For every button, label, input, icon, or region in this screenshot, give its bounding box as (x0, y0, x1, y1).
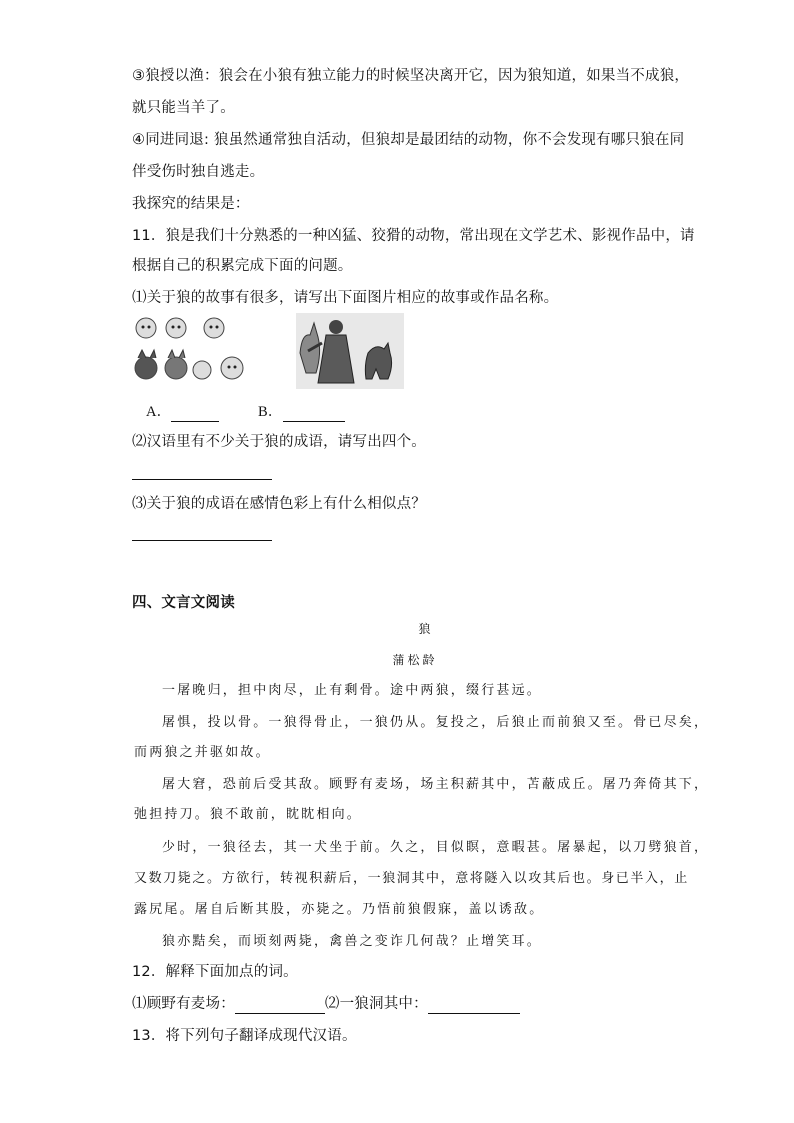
poem-author: 蒲松龄 (392, 653, 438, 667)
paragraph-3-line-1: ③狼授以渔：狼会在小狼有独立能力的时候坚决离开它，因为狼知道，如果当不成狼， (132, 68, 690, 84)
question-11-sub-1: ⑴关于狼的故事有很多，请写出下面图片相应的故事或作品名称。 (132, 290, 559, 306)
paragraph-4-line-1: ④同进同退: 狼虽然通常独自活动，但狼却是最团结的动物，你不会发现有哪只狼在同 (132, 132, 685, 148)
wolf-story-illustration (296, 313, 404, 389)
question-12: 12．解释下面加点的词。 (132, 964, 298, 980)
question-11-sub-2: ⑵汉语里有不少关于狼的成语，请写出四个。 (132, 434, 426, 450)
question-11-line-1: 11．狼是我们十分熟悉的一种凶猛、狡猾的动物，常出现在文学艺术、影视作品中，请 (132, 228, 695, 244)
classical-text-line: 屠惧，投以骨。一狼得骨止，一狼仍从。复投之，后狼止而前狼又至。骨已尽矣， (162, 715, 710, 730)
classical-text-line: 露尻尾。屠自后断其股，亦毙之。乃悟前狼假寐，盖以诱敌。 (134, 902, 545, 917)
question-12-item-1: ⑴顾野有麦场： (132, 996, 235, 1012)
question-13: 13．将下列句子翻译成现代汉语。 (132, 1028, 357, 1044)
idioms-answer-line[interactable] (132, 479, 272, 480)
poem-title: 狼 (418, 622, 434, 636)
classical-text-line: 屠大窘，恐前后受其敌。顾野有麦场，场主积薪其中，苫蔽成丘。屠乃奔倚其下， (162, 777, 710, 792)
research-result: 我探究的结果是： (132, 196, 250, 212)
question-12-item-2: ⑵一狼洞其中： (324, 996, 428, 1012)
classical-text-line: 少时，一狼径去，其一犬坐于前。久之，目似瞑，意暇甚。屠暴起，以刀劈狼首， (162, 840, 710, 855)
question-11-line-2: 根据自己的积累完成下面的问题。 (132, 258, 353, 274)
answer-b-blank[interactable] (283, 406, 345, 422)
answer-b-label: B． (258, 404, 283, 420)
answer-a-label: A． (146, 404, 172, 420)
classical-text-line: 一屠晚归，担中肉尽，止有剩骨。途中两狼，缀行甚远。 (162, 683, 543, 698)
classical-text-line: 狼亦黠矣，而顷刻两毙，禽兽之变诈几何哉？止增笑耳。 (162, 934, 543, 949)
item-1-blank[interactable] (235, 998, 325, 1014)
answer-a-blank[interactable] (171, 406, 219, 422)
paragraph-3-line-2: 就只能当羊了。 (132, 100, 235, 116)
answer-a-line (146, 402, 219, 422)
emotion-answer-line[interactable] (132, 540, 272, 541)
cartoon-characters-image (132, 314, 250, 388)
section-4-heading: 四、文言文阅读 (132, 595, 235, 611)
classical-text-line: 又数刀毙之。方欲行，转视积薪后，一狼洞其中，意将隧入以攻其后也。身已半入，止 (134, 871, 689, 886)
question-12-items (132, 994, 520, 1014)
question-11-sub-3: ⑶关于狼的成语在感情色彩上有什么相似点？ (132, 496, 426, 512)
paragraph-4-line-2: 伴受伤时独自逃走。 (132, 164, 265, 180)
item-2-blank[interactable] (428, 998, 520, 1014)
answer-b-line (258, 402, 345, 422)
classical-text-line: 而两狼之并驱如故。 (134, 745, 271, 760)
classical-text-line: 弛担持刀。狼不敢前，眈眈相向。 (134, 807, 363, 822)
